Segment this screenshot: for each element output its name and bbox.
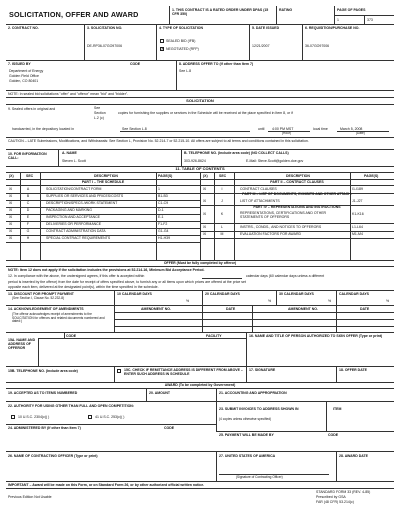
rating-label: RATING (279, 8, 293, 12)
toc-section-letter: H (26, 236, 30, 240)
item13-label: 13. DISCOUNT FOR PROMPT PAYMENT (8, 292, 74, 296)
contact-name-label: A. NAME (62, 151, 77, 155)
toc-section-letter: G (26, 229, 30, 233)
toc-check-mark: ☒ (9, 236, 13, 240)
item12-note: NOTE: Item 12 does not apply if the solicitation includes the provisions at 52.214-16, Minimum Bid Acceptance Period. (8, 268, 205, 272)
item12-line3: opposite each item, delivered at the designated point(s), within the time specified in the schedule. (8, 285, 159, 289)
item24-code-label: CODE (164, 426, 175, 430)
toc-pages: H1-H39 (158, 236, 171, 240)
form-title: SOLICITATION, OFFER AND AWARD (9, 10, 139, 19)
toc-description: INSTRS., CONDS., AND NOTICES TO OFFERORS (240, 225, 322, 229)
item14-sub: (The offeror acknowledges receipt of amendments to the SOLICITATION for offerors and related documents numbered and dated:) (12, 312, 105, 324)
toc-col-pages-right: PAGE(S) (364, 174, 379, 178)
info-call-label: 10. FOR INFORMATION CALL: (8, 152, 47, 161)
toc-description: REPRESENTATIONS, CERTIFICATIONS AND OTHER STATEMENTS OF OFFERORS (240, 211, 327, 220)
usc-41-label: 41 U.S.C. 253(c)( ) (95, 415, 125, 419)
toc-row-right-l (200, 224, 394, 231)
sealed-bid-label: SEALED BID (IFB) (166, 39, 196, 43)
amendment-date-1: DATE (226, 307, 236, 311)
discount-cal-pct: % (386, 299, 390, 303)
usc-10-checkbox[interactable] (11, 415, 15, 419)
toc-pages: J1-J27 (352, 199, 363, 203)
toc-description: CONTRACT ADMINISTRATION DATA (46, 229, 106, 233)
item9-local-time: local time (313, 127, 328, 131)
important-notice: IMPORTANT – Award will be made on this Form, or on Standard Form 26, or by other authorized official written notice. (8, 483, 205, 487)
toc-check-mark: ☒ (203, 199, 207, 203)
discount-10-pct: % (186, 299, 190, 303)
toc-row-left-d (6, 207, 200, 214)
toc-description: CONTRACT CLAUSES (240, 187, 277, 191)
discount-20-pct: % (268, 299, 272, 303)
toc-check-mark: ☒ (9, 222, 13, 226)
toc-pages: L1-L64 (352, 225, 363, 229)
usc-10-label: 10 U.S.C. 2304(c)( ) (18, 415, 50, 419)
toc-col-sec-right: SEC (219, 174, 227, 178)
address-offer-value: See L.8 (179, 69, 192, 73)
footer-prescribed: Prescribed by GSA (316, 495, 346, 499)
page-number: 1 (337, 18, 339, 22)
item12-line2: period is inserted by the offeror) from the date for receipt of offers specified above, to furnish any or all items upon which prices are offered at the price set (8, 280, 246, 284)
issued-by-code-label: CODE (130, 62, 141, 66)
toc-check-mark: ☒ (9, 229, 13, 233)
toc-pages: F1-F2 (158, 222, 168, 226)
rated-order-label: 1. THIS CONTRACT IS A RATED ORDER UNDER DPAS (15 CFR 350) (172, 8, 269, 17)
caution-text: CAUTION – LATE Submissions, Modifications, and Withdrawals: See Section L, Provision No. 52.214-7 or 52.215-10. All offers are subject to all terms and conditions contained in this solicitation. (8, 139, 309, 143)
item9-hour-label: (Hour) (282, 131, 292, 135)
item9-date-label: (Date) (356, 131, 365, 135)
toc-section-letter: K (220, 212, 224, 216)
item9-suffix: copies for furnishing the supplies or services in the Schedule will be received at the place specified in Item 8, or if (118, 111, 293, 115)
item15b-label: 15B. TELEPHONE NO. (Include area code) (8, 369, 78, 373)
contract-no-label: 2. CONTRACT NO. (8, 26, 39, 30)
item13-sub: (See Section I, Clause No. 52.232-8) (12, 296, 65, 300)
requisition-label: 6. REQUISITION/PURCHASE NO. (305, 26, 360, 30)
toc-section-letter: B (26, 194, 30, 198)
item9-date: March 5, 2008 (340, 127, 363, 131)
toc-section-letter: M (220, 232, 224, 236)
item27-signature-caption: (Signature of Contracting Officer) (236, 475, 283, 479)
toc-row-left-f (6, 221, 200, 228)
toc-pages: 1 (158, 187, 160, 191)
usc-41-checkbox[interactable] (88, 415, 92, 419)
toc-pages: B1-B3 (158, 194, 168, 198)
item9-section: Section (94, 111, 106, 115)
toc-check-mark: ☒ (9, 208, 13, 212)
toc-row-left-b (6, 193, 200, 200)
toc-col-x-left: (X) (9, 174, 14, 178)
item25-code-label: CODE (328, 433, 339, 437)
negotiated-label: NEGOTIATED (RFP) (166, 47, 199, 51)
toc-description: PACKAGING AND MARKING (46, 208, 93, 212)
toc-col-pages-left: PAGE(S) (158, 174, 173, 178)
telephone-value: 303-926-8624 (184, 159, 206, 163)
toc-check-mark: ☒ (203, 187, 207, 191)
item23-label: 23. SUBMIT INVOICES TO ADDRESS SHOWN IN (219, 407, 299, 411)
item23-item-label: ITEM (333, 407, 342, 411)
item24-label: 24. ADMINISTERED BY (If other than Item 7) (8, 426, 81, 430)
toc-col-x-right: (X) (203, 174, 208, 178)
discount-20-days: 20 CALENDAR DAYS (205, 292, 240, 296)
toc-section-letter: C (26, 201, 30, 205)
footer-form-number: STANDARD FORM 33 (REV. 4-85) (316, 490, 371, 494)
item25-label: 25. PAYMENT WILL BE MADE BY (219, 433, 274, 437)
discount-30-days: 30 CALENDAR DAYS (279, 292, 314, 296)
negotiated-checkbox[interactable]: ✕ (161, 47, 165, 51)
item28-label: 28. AWARD DATE (339, 454, 368, 458)
toc-row-right-m (200, 231, 394, 238)
toc-col-desc-right: DESCRIPTION (286, 174, 310, 178)
issued-by-line-3: Golden, CO 80401 (9, 79, 39, 83)
item15a-label: 15A. NAME AND ADDRESS OF OFFEROR (8, 338, 36, 351)
toc-row-right-j (200, 198, 394, 205)
amendment-date-2: DATE (360, 307, 370, 311)
issued-by-label: 7. ISSUED BY (8, 62, 31, 66)
toc-section-letter: J (221, 199, 223, 203)
toc-description: INSPECTION AND ACCEPTANCE (46, 215, 101, 219)
toc-title: 11. TABLE OF CONTENTS (175, 166, 225, 171)
toc-pages: G1-G4 (158, 229, 169, 233)
toc-check-mark: ☒ (9, 201, 13, 205)
toc-check-mark: ☒ (203, 232, 207, 236)
issued-by-line-2: Golden Field Office (9, 74, 39, 78)
toc-section-letter: E (26, 215, 30, 219)
email-value: E-Mail: Steve.Scott@golden.doe.gov (246, 159, 304, 163)
discount-10-days: 10 CALENDAR DAYS (117, 292, 152, 296)
toc-description: DELIVERIES OR PERFORMANCE (46, 222, 102, 226)
toc-part1: PART I – THE SCHEDULE (81, 180, 125, 184)
item19-label: 19. ACCEPTED AS TO ITEMS NUMBERED (8, 391, 78, 395)
item9-handcarried: handcarried, in the depository located in (12, 127, 75, 131)
date-issued-label: 5. DATE ISSUED (252, 26, 280, 30)
toc-check-mark: ☒ (9, 187, 13, 191)
toc-row-left-h (6, 235, 200, 242)
toc-check-mark: ☒ (203, 212, 207, 216)
date-issued: 12/21/2007 (252, 44, 270, 48)
toc-section-letter: L (221, 225, 223, 229)
toc-row-left-a (6, 186, 200, 193)
item15c-label: 15C. CHECK IF REMITTANCE ADDRESS IS DIFFERENT FROM ABOVE – ENTER SUCH ADDRESS IN SCHEDULE (124, 368, 243, 377)
facility-label: FACILITY (206, 334, 222, 338)
toc-pages: M1-M4 (352, 232, 363, 236)
item22-label: 22. AUTHORITY FOR USING OTHER THAN FULL AND OPEN COMPETITION: (8, 404, 135, 408)
footer-far: FAR (48 CFR) 53.214(c) (316, 500, 354, 504)
toc-pages: K1-K16 (352, 212, 364, 216)
toc-section-letter: F (26, 222, 30, 226)
item21-label: 21. ACCOUNTING AND APPROPRIATION (219, 391, 287, 395)
amendment-no-2: AMENDMENT NO. (288, 307, 318, 311)
address-offer-label: 8. ADDRESS OFFER TO (If other than Item 7) (179, 62, 254, 66)
item17-label: 17. SIGNATURE (249, 368, 276, 372)
sealed-bid-checkbox[interactable] (160, 39, 164, 43)
solicitation-no-label: 3. SOLICITATION NO. (87, 26, 123, 30)
item26-label: 26. NAME OF CONTRACTING OFFICER (Type or print) (8, 454, 98, 458)
issued-by-line-1: Department of Energy (9, 69, 44, 73)
item18-label: 18. OFFER DATE (339, 368, 367, 372)
toc-row-left-g (6, 228, 200, 235)
toc-section-letter: A (26, 187, 30, 191)
sealed-bid-note: NOTE: In sealed bid solicitations "offer" and "offeror" mean "bid" and "bidder". (8, 92, 129, 96)
award-title: AWARD (To be completed by Government) (164, 383, 236, 387)
offer-title: OFFER (Must be fully completed by offeror) (163, 261, 237, 265)
item12-line1: 12. In compliance with the above, the undersigned agrees, if this offer is accepted within (8, 274, 145, 278)
telephone-label: B. TELEPHONE NO. (Include area code) (NO COLLECT CALLS) (184, 151, 289, 155)
solicitation-form (6, 6, 394, 512)
toc-description: EVALUATION FACTORS FOR AWARD (240, 232, 301, 236)
page-of-pages-label: PAGE OF PAGES (337, 8, 366, 12)
item14-label: 14. ACKNOWLEDGEMENT OF AMENDMENTS (8, 307, 84, 311)
solicitation-no: DE-RP36-07GO97006 (87, 44, 123, 48)
item9-see: See (94, 106, 101, 110)
solicitation-type-label: 4. TYPE OF SOLICITATION (159, 26, 204, 30)
amendment-no-1: AMENDMENT NO. (141, 307, 171, 311)
toc-description: DESCRIPTION/SPECS./WORK STATEMENT (46, 201, 118, 205)
toc-row-left-c (6, 200, 200, 207)
item20-label: 20. AMOUNT (149, 391, 171, 395)
toc-pages: C1-C9 (158, 201, 169, 205)
item9-prefix: 9. Sealed offers in original and (8, 107, 56, 111)
toc-description: SUPPLIES OR SERVICES AND PRICES/COSTS (46, 194, 124, 198)
item27-label: 27. UNITED STATES OF AMERICA (219, 454, 276, 458)
toc-check-mark: ☒ (9, 215, 13, 219)
item9-location: See Section L.8 (122, 127, 147, 131)
offeror-code-label: CODE (66, 334, 77, 338)
toc-col-sec-left: SEC (26, 174, 34, 178)
item9-until: until (258, 127, 265, 131)
remittance-checkbox[interactable] (117, 369, 121, 373)
toc-check-mark: ☒ (9, 194, 13, 198)
discount-cal-days: CALENDAR DAYS (339, 292, 370, 296)
solicitation-section-title: SOLICITATION (186, 98, 214, 103)
toc-pages: I1-I189 (352, 187, 363, 191)
item9-time: 4:00 PM MST (272, 127, 294, 131)
toc-part4: PART IV – REPRESENTATIONS AND INSTRUCTIONS (253, 205, 341, 209)
toc-row-right-k (200, 211, 394, 218)
requisition-no: 36-07GO97006 (305, 44, 330, 48)
toc-check-mark: ☒ (203, 225, 207, 229)
toc-part2: PART II – CONTRACT CLAUSES (270, 180, 324, 184)
toc-col-desc-left: DESCRIPTION (94, 174, 118, 178)
toc-description: SOLICITATION/CONTRACT FORM (46, 187, 102, 191)
toc-description: LIST OF ATTACHMENTS (240, 199, 280, 203)
toc-part3: PART III – LIST OF DOCUMENTS, EXHIBITS AND OTHER ATTACH. (242, 192, 352, 196)
toc-description: SPECIAL CONTRACT REQUIREMENTS (46, 236, 111, 240)
discount-30-pct: % (328, 299, 332, 303)
footer-previous-edition: Previous Edition Not Usable (8, 495, 52, 499)
toc-section-letter: I (221, 187, 223, 191)
toc-section-letter: D (26, 208, 30, 212)
page-total: 373 (367, 18, 373, 22)
toc-pages: D-1 (158, 208, 164, 212)
item9-section-ref: L.2 (c) (94, 116, 104, 120)
item16-label: 16. NAME AND TITLE OF PERSON AUTHORIZED TO SIGN OFFER (Type or print) (249, 334, 383, 338)
item12-line1b: calendar days (60 calendar days unless a different (246, 274, 325, 278)
contact-name: Steven L. Scott (62, 159, 86, 163)
toc-pages: E-1 (158, 215, 164, 219)
item23-sub: (4 copies unless otherwise specified) (219, 417, 272, 421)
toc-row-left-e (6, 214, 200, 221)
